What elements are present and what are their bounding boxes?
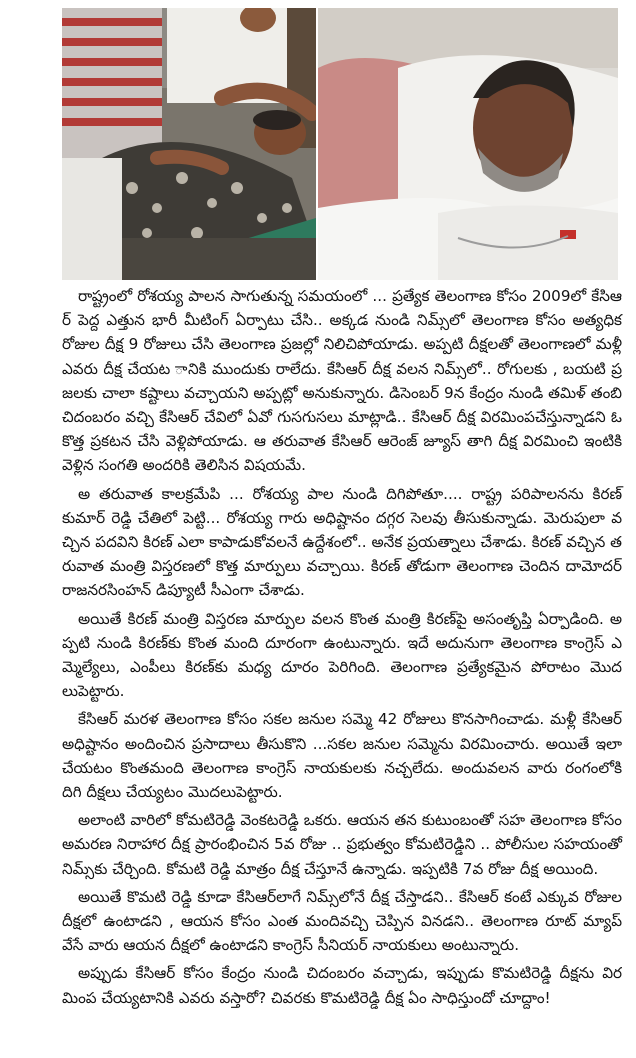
article-paragraph: అయితే కొమటి రెడ్డి కూడా కేసిఆర్‌లాగే నిమ్స్‌లోనే దీక్ష చేస్తాడని.. కేసిఆర్ కంటే ఎక్కువ రోజుల దీక్షలో ఉంటాడని , ఆయన కోసం ఎంత మందివచ్చి చెప్పిన వినడని.. తెలంగాణ రూట్ మ్యాప్ వేసే వారు ఆయన దీక్షలో ఉంటాడని కాంగ్రెస్ సీనియర్ నాయకులు అంటున్నారు. bbox=[62, 887, 622, 955]
stretcher-scene-image bbox=[62, 8, 316, 280]
article-paragraph: రాష్ట్రంలో రోశయ్య పాలన సాగుతున్న సమయంలో ... ప్రత్యేక తెలంగాణ కోసం 2009లో కేసిఆర్ పెద్ద ఎత్తున భారీ మీటింగ్ ఏర్పాటు చేసి.. అక్కడ నుండి నిమ్స్‌లో తెలంగాణ కోసం అత్యధిక రోజుల దీక్ష 9 రోజులు చేసి తెలంగాణ ప్రజల్లో నిలిచిపోయాడు. అప్పటి దీక్షలతో తెలంగాణలో మళ్లీ ఎవరు దీక్ష చేయట ానికి ముందుకు రాలేదు. కేసిఆర్ దీక్ష వలన నిమ్స్‌లో.. రోగులకు , బయటి ప్రజలకు చాలా కష్టాలు వచ్చాయని అప్పట్లో అనుకున్నారు. డిసెంబర్ 9న కేంద్రం నుండి తమిళ్ తంబి చిదంబరం వచ్చి కేసిఆర్ చేవిలో ఏవో గుసగుసలు మాట్లాడి.. కేసిఆర్ దీక్ష విరమింపచేస్తున్నాడని ఓ కొత్త ప్రకటన చేసి వెళ్లిపోయాడు. ఆ తరువాత కేసిఆర్ ఆరెంజ్ జ్యూస్ తాగి దీక్ష విరమించి ఇంటికి వెళ్లిన సంగతి అందరికి తెలిసిన విషయమే. bbox=[62, 287, 622, 475]
photo-strip bbox=[62, 8, 618, 280]
article-paragraph: అలాంటి వారిలో కోమటిరెడ్డి వెంకటరెడ్డి ఒకరు. ఆయన తన కుటుంబంతో సహ తెలంగాణ కోసం అమరణ నిరాహార దీక్ష ప్రారంభించిన 5వ రోజు .. ప్రభుత్వం కోమటిరెడ్డిని .. పోలీసుల సహయంతో నిమ్స్‌కు చేర్చింది. కోమటి రెడ్డి మాత్రం దీక్ష చేస్తూనే ఉన్నాడు. ఇప్పటికి 7వ రోజు దీక్ష అయింది. bbox=[62, 811, 622, 878]
article-paragraph: అ తరువాత కాలక్రమేపి ... రోశయ్య పాల నుండి దిగిపోతూ.... రాష్ట్ర పరిపాలనను కిరణ్ కుమార్ రెడ్డి చేతిలో పెట్టి... రోశయ్య గారు అధిష్టానం దగ్గర సెలవు తీసుకున్నాడు. మెరుపులా వచ్చిన పదవిని కిరణ్ ఎలా కాపాడుకోవలనే ఉద్దేశంలో.. అనేక ప్రయత్నాలు చేశాడు. కిరణ్ వచ్చిన తరువాత మంత్రి విస్తరణలో కొత్త మార్పులు వచ్చాయి. కిరణ్ తోడుగా తెలంగాణ చెందిన దామోదర్ రాజనరసింహన్ డిప్యూటీ సీఎంగా చేశాడు. bbox=[62, 484, 622, 600]
article-paragraph: అయితే కిరణ్ మంత్రి విస్తరణ మార్పుల వలన కొంత మంత్రి కిరణ్‌పై అసంతృప్తి ఏర్పాడింది. అప్పటి నుండి కిరణ్‌కు కొంత మంది దూరంగా ఉంటున్నారు. ఇదే అదునుగా తెలంగాణ కాంగ్రెస్ ఎమ్మెల్యేలు, ఎంపీలు కిరణ్‌కు మధ్య దూరం పెరిగింది. తెలంగాణ ప్రత్యేకమైన పోరాటం మొదలుపెట్టారు. bbox=[62, 609, 622, 701]
article-body bbox=[62, 284, 622, 1014]
hospital-bed-image bbox=[318, 8, 618, 280]
article-paragraph: అప్పుడు కేసిఆర్ కోసం కేంద్రం నుండి చిదంబరం వచ్చాడు, ఇప్పుడు కొమటిరెడ్డి దీక్షను విరమింప చేయ్యటానికి ఎవరు వస్తారో? చివరకు కొమటిరెడ్డి దీక్ష ఏం సాధిస్తుందో చూద్దాం! bbox=[62, 964, 622, 1007]
photo-hospital-bed bbox=[318, 8, 618, 280]
article-paragraph: కేసిఆర్ మరళ తెలంగాణ కోసం సకల జనుల సమ్మె 42 రోజులు కొనసాగించాడు. మళ్లీ కేసిఆర్ అధిష్టానం అందించిన ప్రసాదాలు తీసుకొని ...సకల జనుల సమ్మెను విరమించారు. అయితే ఇలా చేయటం కొంతమంది తెలంగాణ కాంగ్రెస్ నాయకులకు నచ్చలేదు. అందువలన వారు రంగంలోకి దిగి దీక్షలు చేయ్యటం మొదలుపెట్టారు. bbox=[62, 710, 622, 802]
photo-stretcher bbox=[62, 8, 316, 280]
